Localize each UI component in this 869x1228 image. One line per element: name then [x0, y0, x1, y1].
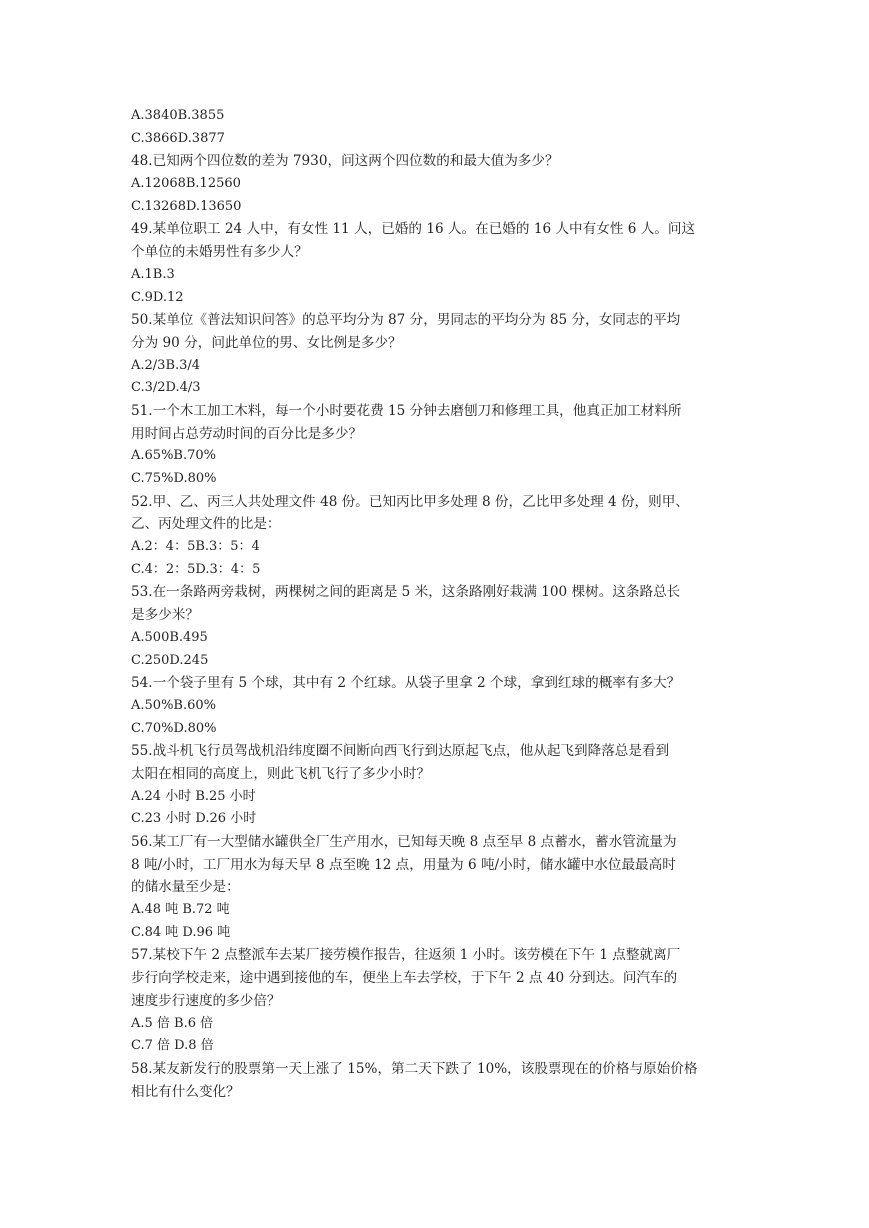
question-text-line: 56.某工厂有一大型储水罐供全厂生产用水，已知每天晚 8 点至早 8 点蓄水，蓄水管流量为 — [131, 834, 677, 850]
question-text-line: 48.已知两个四位数的差为 7930，问这两个四位数的和最大值为多少？ — [131, 153, 559, 170]
question-text-line: 乙、丙处理文件的比是： — [131, 516, 281, 533]
question-text-line: 个单位的未婚男性有多少人？ — [131, 244, 308, 261]
answer-options-line: A.65%B.70% — [131, 448, 216, 464]
answer-options-line: A.5 倍 B.6 倍 — [131, 1015, 214, 1031]
answer-options-line: A.2：4：5B.3：5：4 — [131, 539, 260, 555]
question-text-line: 速度步行速度的多少倍？ — [131, 992, 281, 1009]
answer-options-line: C.70%D.80% — [131, 720, 217, 736]
answer-options-line: C.3866D.3877 — [131, 130, 225, 146]
answer-options-line: C.3/2D.4/3 — [131, 380, 201, 396]
question-text-line: 是多少米？ — [131, 607, 199, 624]
answer-options-line: C.4：2：5D.3：4：5 — [131, 561, 261, 577]
answer-options-line: C.84 吨 D.96 吨 — [131, 924, 231, 940]
question-text-line: 相比有什么变化？ — [131, 1083, 240, 1100]
answer-options-line: A.2/3B.3/4 — [131, 357, 201, 373]
answer-options-line: C.7 倍 D.8 倍 — [131, 1038, 214, 1054]
question-text-line: 52.甲、乙、丙三人共处理文件 48 份。已知丙比甲多处理 8 份，乙比甲多处理 4 份，则甲、 — [131, 493, 689, 510]
answer-options-line: C.9D.12 — [131, 289, 184, 305]
answer-options-line: A.50%B.60% — [131, 697, 216, 713]
answer-options-line: A.24 小时 B.25 小时 — [131, 788, 256, 804]
question-text-line: 54.一个袋子里有 5 个球，其中有 2 个红球。从袋子里拿 2 个球，拿到红球的概率有多大？ — [131, 675, 681, 692]
answer-options-line: C.250D.245 — [131, 652, 209, 668]
question-text-line: 太阳在相同的高度上，则此飞机飞行了多少小时？ — [131, 765, 431, 782]
question-text-line: 55.战斗机飞行员驾战机沿纬度圈不间断向西飞行到达原起飞点，他从起飞到降落总是看到 — [131, 743, 670, 760]
question-text-line: 步行向学校走来，途中遇到接他的车，便坐上车去学校，于下午 2 点 40 分到达。问汽车的 — [131, 970, 678, 987]
question-text-line: 58.某友新发行的股票第一天上涨了 15%，第二天下跌了 10%，该股票现在的价格与原始价格 — [131, 1060, 698, 1077]
question-text-line: 用时间占总劳动时间的百分比是多少？ — [131, 425, 363, 442]
answer-options-line: C.75%D.80% — [131, 471, 217, 486]
answer-options-line: C.13268D.13650 — [131, 198, 242, 214]
question-text-line: 49.某单位职工 24 人中，有女性 11 人，已婚的 16 人。在已婚的 16 人中有女性 6 人。问这 — [131, 221, 696, 238]
question-text-line: 53.在一条路两旁栽树，两棵树之间的距离是 5 米，这条路刚好栽满 100 棵树。这条路总长 — [131, 584, 681, 601]
document-body — [131, 105, 751, 1103]
question-text-line: 分为 90 分，问此单位的男、女比例是多少？ — [131, 334, 402, 351]
answer-options-line: A.48 吨 B.72 吨 — [131, 902, 230, 918]
question-text-line: 51.一个木工加工木料，每一个小时要花费 15 分钟去磨刨刀和修理工具，他真正加工材料所 — [131, 402, 682, 419]
answer-options-line: A.12068B.12560 — [131, 176, 241, 192]
answer-options-line: C.23 小时 D.26 小时 — [131, 811, 257, 827]
question-text-line: 的储水量至少是： — [131, 879, 240, 896]
question-text-line: 50.某单位《普法知识问答》的总平均分为 87 分，男同志的平均分为 85 分，女同志的平均 — [131, 312, 681, 329]
question-text-line: 8 吨/小时，工厂用水为每天早 8 点至晚 12 点，用量为 6 吨/小时，储水罐中水位最最高时 — [131, 856, 676, 873]
answer-options-line: A.3840B.3855 — [131, 108, 225, 123]
answer-options-line: A.1B.3 — [131, 266, 175, 282]
question-text-line: 57.某校下午 2 点整派车去某厂接劳模作报告，往返须 1 小时。该劳模在下午 1 点整就离厂 — [131, 947, 681, 964]
answer-options-line: A.500B.495 — [131, 629, 208, 645]
